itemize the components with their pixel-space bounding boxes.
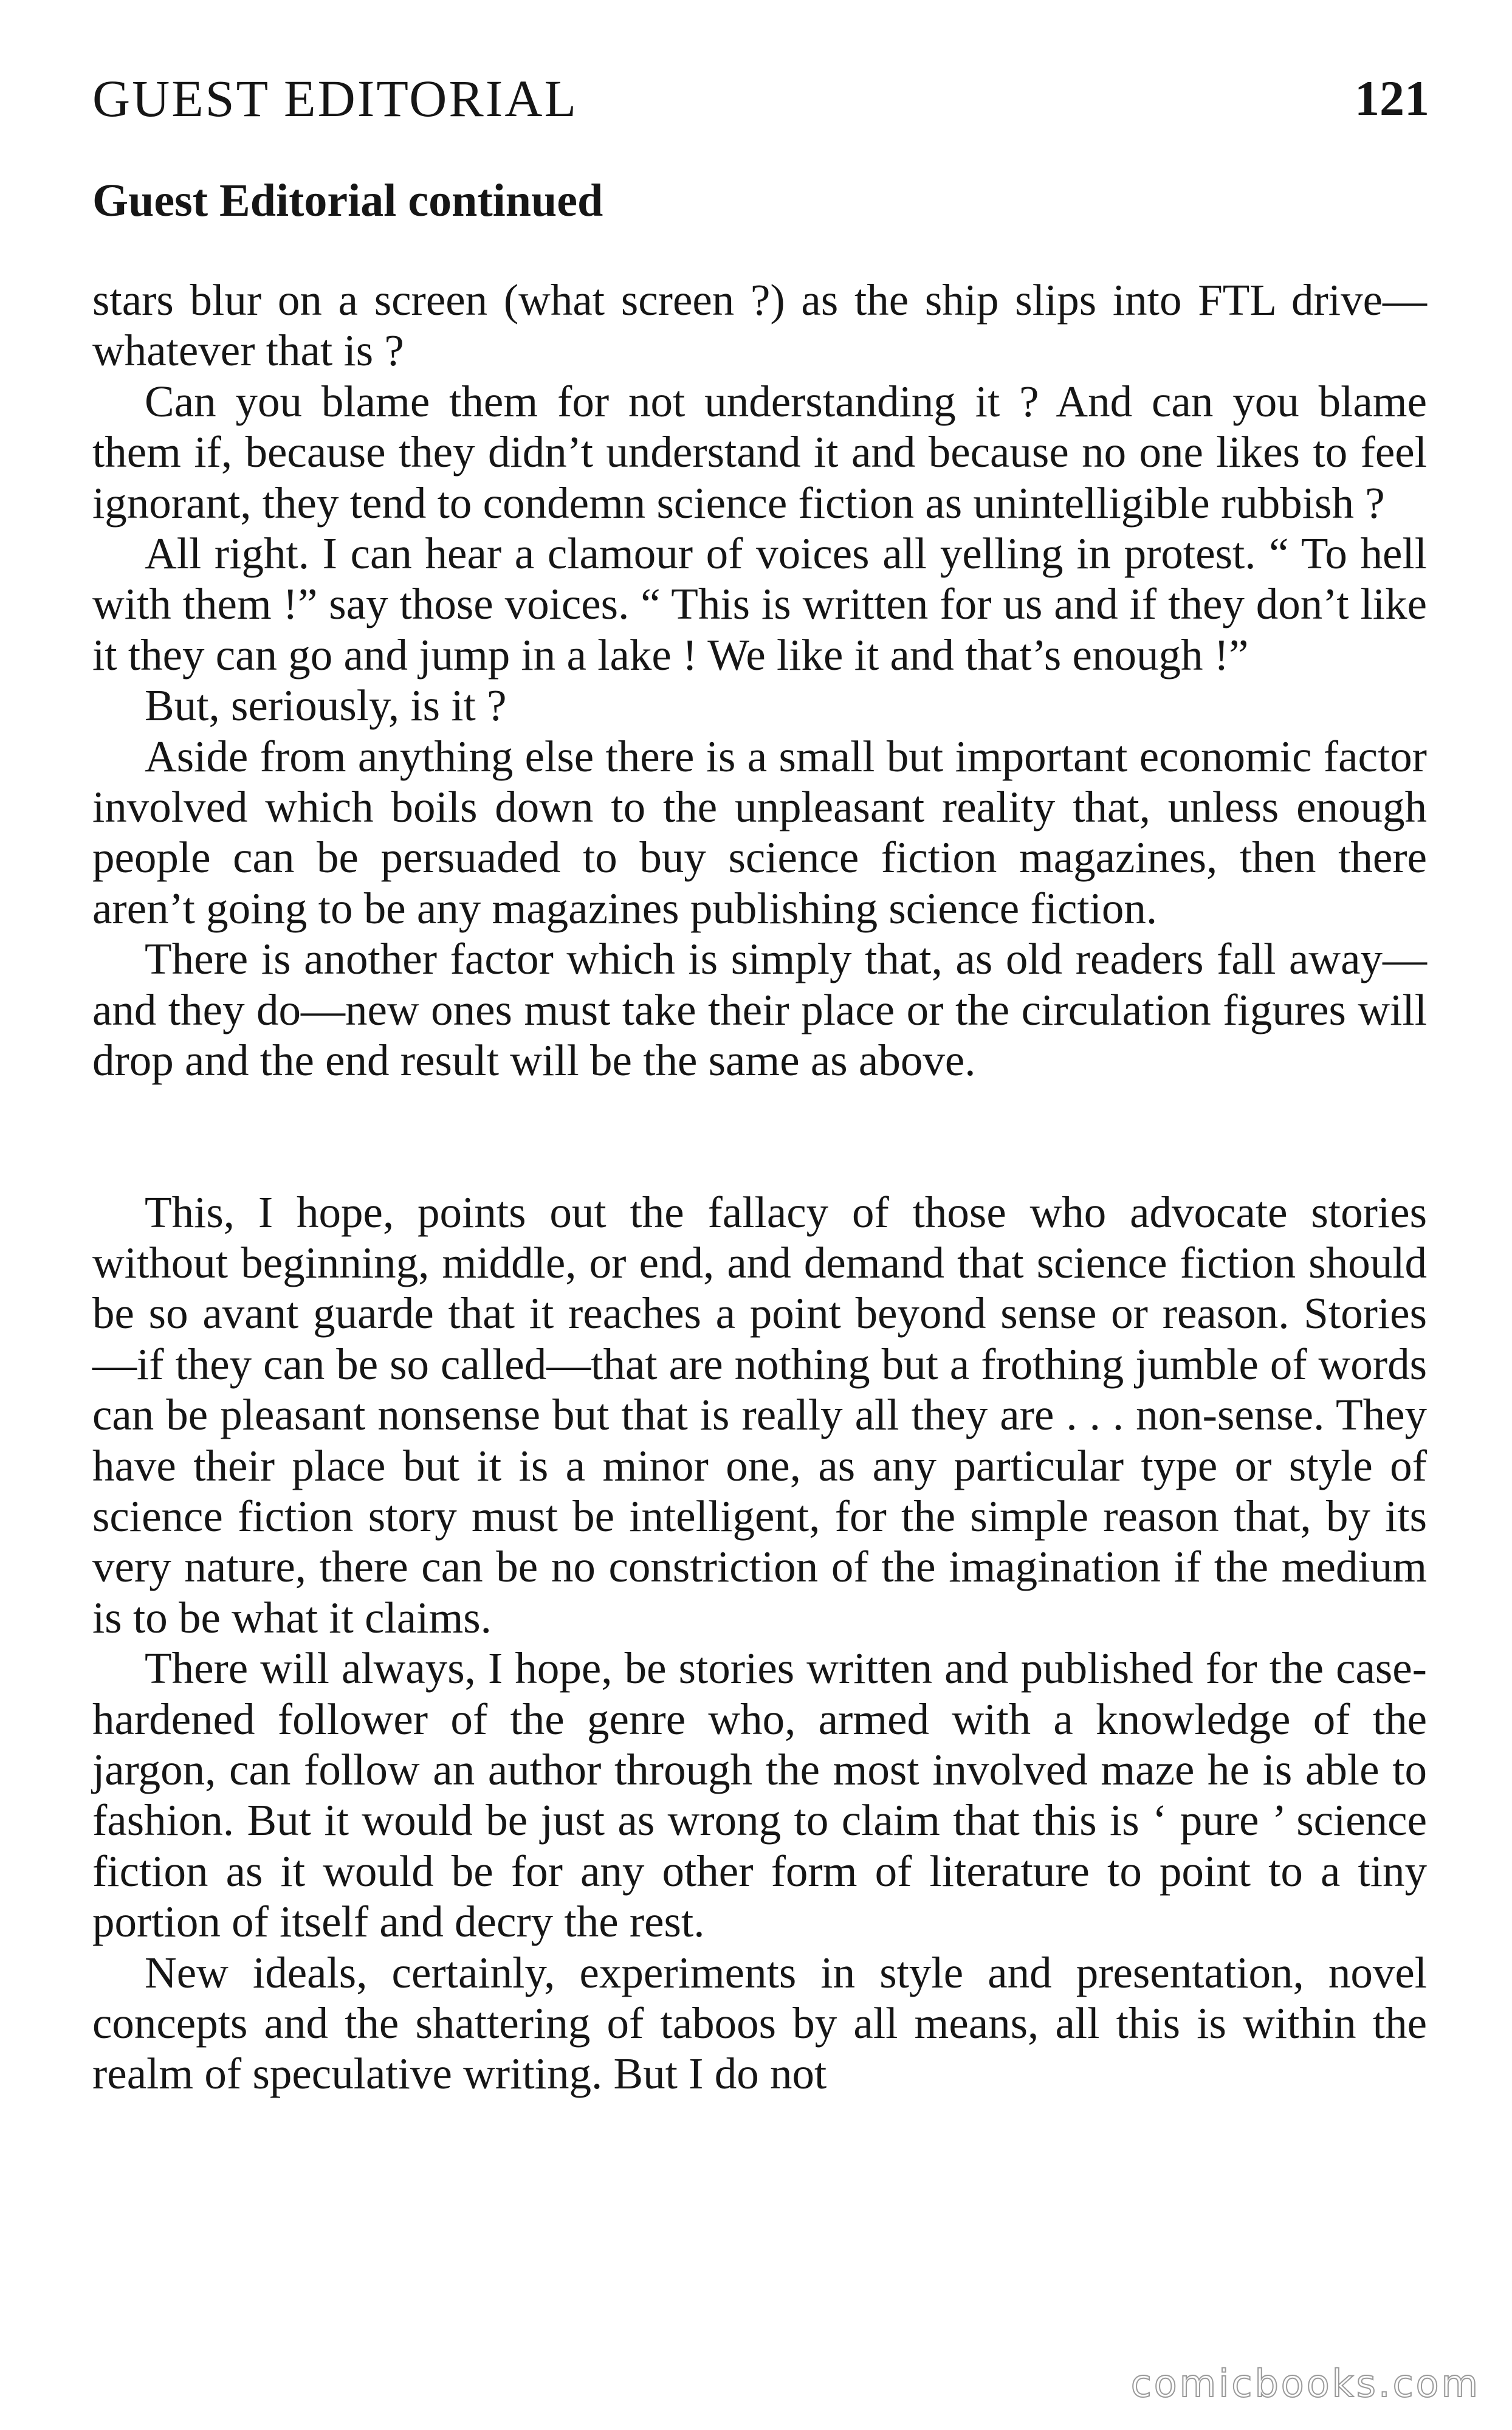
running-head	[92, 68, 1429, 135]
page-number: 121	[1355, 71, 1429, 126]
watermark: comicbooks.com	[1130, 2361, 1480, 2406]
paragraph-2: Can you blame them for not understanding it ? And can you blame them if, because they didn’t understand it and because no one likes to feel ignorant, they tend to condemn science fiction as unintelligible rubbish ?	[92, 376, 1427, 528]
paragraph-9: New ideals, certainly, experiments in style and presentation, novel concepts and the shattering of taboos by all means, all this is within the realm of speculative writing. But I do not	[92, 1947, 1427, 2099]
editorial-body	[92, 275, 1427, 2099]
section-break	[92, 1086, 1427, 1187]
paragraph-4: But, seriously, is it ?	[145, 681, 507, 731]
running-title: GUEST EDITORIAL	[92, 69, 579, 128]
paragraph-3: All right. I can hear a clamour of voices all yelling in protest. “ To hell with them !” say those voices. “ This is written for us and if they don’t like it they can go and jump in a lake ! We like it and that’s enough !”	[92, 529, 1427, 680]
paragraph-5: Aside from anything else there is a small but important economic factor involved which boils down to the unpleasant reality that, unless enough people can be persuaded to buy science fiction magazines, then there aren’t going to be any magazines publishing science fiction.	[92, 731, 1427, 933]
paragraph-7: This, I hope, points out the fallacy of those who advocate stories without beginning, middle, or end, and demand that science fiction should be so avant guarde that it reaches a point beyond sense or reason. Stories—if they can be so called—that are nothing but a frothing jumble of words can be pleasant nonsense but that is really all they are . . . non-sense. They have their place but it is a minor one, as any particular type or style of science fiction story must be intelligent, for the simple reason that, by its very nature, there can be no constriction of the imagination if the medium is to be what it claims.	[92, 1187, 1427, 1642]
continued-heading: Guest Editorial continued	[92, 175, 603, 226]
paragraph-8: There will always, I hope, be stories written and published for the case-hardened follower of the genre who, armed with a knowledge of the jargon, can follow an author through the most involved maze he is able to fashion. But it would be just as wrong to claim that this is ‘ pure ’ science fiction as it would be for any other form of literature to point to a tiny portion of itself and decry the rest.	[92, 1644, 1427, 1947]
paragraph-1: stars blur on a screen (what screen ?) as the ship slips into FTL drive—whatever that is ?	[92, 275, 1427, 376]
paragraph-6: There is another factor which is simply that, as old readers fall away—and they do—new ones must take their place or the circulation figures will drop and the end result will be the same as above.	[92, 934, 1427, 1086]
